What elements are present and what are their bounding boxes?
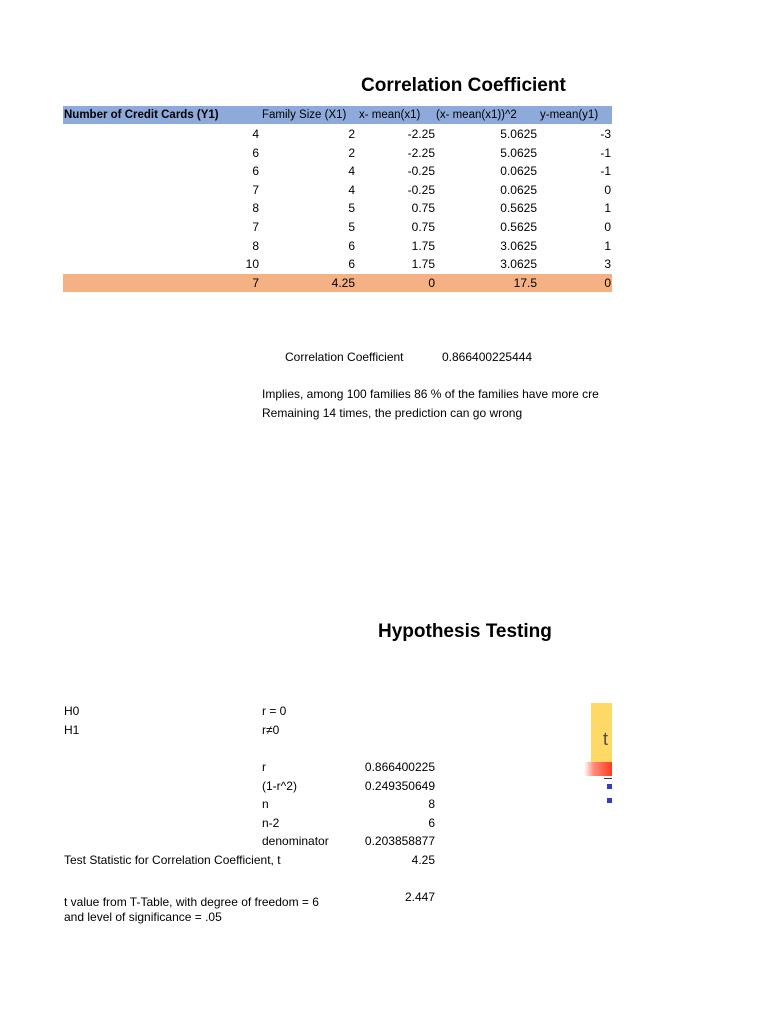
cell-y1: 6 bbox=[252, 145, 259, 160]
cell-y-minus-mean: -1 bbox=[600, 145, 611, 160]
stat-label: n bbox=[262, 797, 269, 812]
cell-y-minus-mean: -3 bbox=[600, 127, 611, 141]
cell-y1: 7 bbox=[252, 182, 259, 197]
table-header-row bbox=[63, 106, 612, 124]
test-stat-value: 4.25 bbox=[411, 853, 435, 867]
embedded-image-blue-square-1 bbox=[607, 784, 612, 789]
corr-coef-value: 0.866400225444 bbox=[442, 350, 533, 364]
stat-value: 0.249350649 bbox=[364, 778, 435, 793]
cell-x-minus-mean-sq: 5.0625 bbox=[500, 145, 537, 160]
cell-y1: 7 bbox=[252, 220, 259, 234]
total-y1: 7 bbox=[252, 276, 259, 290]
cell-x-minus-mean: 1.75 bbox=[411, 238, 435, 253]
total-y-minus-mean: 0 bbox=[604, 276, 611, 290]
h1-value: r≠0 bbox=[262, 723, 280, 737]
note-line-1-clip bbox=[63, 387, 612, 403]
table-row bbox=[63, 199, 612, 217]
embedded-image-line bbox=[604, 778, 612, 779]
cell-y-minus-mean: 0 bbox=[604, 182, 611, 197]
cell-x-minus-mean: -2.25 bbox=[407, 145, 435, 160]
note-line-2: Remaining 14 times, the prediction can go wrong bbox=[262, 406, 523, 420]
stat-label: r bbox=[262, 760, 266, 774]
total-x-minus-mean-sq: 17.5 bbox=[513, 276, 537, 290]
cell-x1: 6 bbox=[348, 257, 355, 272]
ttable-value: 2.447 bbox=[404, 890, 435, 904]
cell-y-minus-mean: -1 bbox=[600, 164, 611, 179]
cell-x-minus-mean: -2.25 bbox=[407, 127, 435, 141]
stat-value: 0.203858877 bbox=[364, 834, 435, 849]
cell-y-minus-mean: 3 bbox=[604, 257, 611, 272]
cell-x1: 2 bbox=[348, 127, 355, 141]
table-row bbox=[63, 237, 612, 255]
cell-x-minus-mean: 0.75 bbox=[411, 201, 435, 216]
stat-label: denominator bbox=[262, 834, 329, 849]
table-row bbox=[63, 218, 612, 236]
ttable-label-line2: and level of significance = .05 bbox=[64, 910, 222, 924]
cell-y-minus-mean: 1 bbox=[604, 238, 611, 253]
table-row bbox=[63, 181, 612, 199]
header-x-minus-mean-sq: (x- mean(x1))^2 bbox=[436, 109, 517, 121]
cell-y1: 6 bbox=[252, 164, 259, 179]
cell-x-minus-mean: -0.25 bbox=[407, 182, 435, 197]
cell-x-minus-mean-sq: 0.5625 bbox=[500, 201, 537, 216]
cell-x-minus-mean-sq: 0.0625 bbox=[500, 182, 537, 197]
cell-x-minus-mean: -0.25 bbox=[407, 164, 435, 179]
cell-x1: 4 bbox=[348, 164, 355, 179]
stat-label: n-2 bbox=[262, 815, 280, 830]
header-y1: Number of Credit Cards (Y1) bbox=[64, 109, 219, 121]
cell-x-minus-mean-sq: 0.5625 bbox=[500, 220, 537, 234]
embedded-image-red-bar bbox=[584, 762, 612, 776]
h0-value: r = 0 bbox=[262, 704, 287, 718]
ttable-label-line1: t value from T-Table, with degree of freedom = 6 bbox=[64, 895, 319, 909]
stat-value: 0.866400225 bbox=[364, 760, 435, 774]
cell-x1: 2 bbox=[348, 145, 355, 160]
corr-coef-label: Correlation Coefficient bbox=[285, 350, 404, 364]
embedded-image-fragment bbox=[591, 703, 612, 763]
table-row bbox=[63, 255, 612, 273]
cell-x-minus-mean-sq: 0.0625 bbox=[500, 164, 537, 179]
h0-label: H0 bbox=[64, 704, 80, 718]
correlation-title: Correlation Coefficient bbox=[361, 75, 566, 96]
cell-y1: 10 bbox=[245, 257, 259, 272]
hypothesis-title: Hypothesis Testing bbox=[378, 621, 552, 642]
note-line-1: Implies, among 100 families 86 % of the families have more cre bbox=[262, 387, 599, 401]
cell-y1: 4 bbox=[252, 127, 259, 141]
cell-y1: 8 bbox=[252, 201, 259, 216]
test-stat-label: Test Statistic for Correlation Coefficient, t bbox=[64, 853, 281, 867]
stat-value: 6 bbox=[428, 815, 435, 830]
stat-label: (1-r^2) bbox=[262, 778, 297, 793]
table-row bbox=[63, 125, 612, 143]
header-x-minus-mean: x- mean(x1) bbox=[359, 109, 421, 121]
cell-x1: 5 bbox=[348, 220, 355, 234]
cell-x1: 6 bbox=[348, 238, 355, 253]
cell-x-minus-mean: 0.75 bbox=[411, 220, 435, 234]
table-row bbox=[63, 162, 612, 180]
cell-x1: 4 bbox=[348, 182, 355, 197]
cell-x-minus-mean-sq: 3.0625 bbox=[500, 238, 537, 253]
h1-label: H1 bbox=[64, 723, 80, 737]
totals-row bbox=[63, 274, 612, 292]
total-x1: 4.25 bbox=[331, 276, 355, 290]
table-row bbox=[63, 144, 612, 162]
total-x-minus-mean: 0 bbox=[428, 276, 435, 290]
cell-y1: 8 bbox=[252, 238, 259, 253]
cell-x1: 5 bbox=[348, 201, 355, 216]
cell-x-minus-mean-sq: 3.0625 bbox=[500, 257, 537, 272]
cell-x-minus-mean-sq: 5.0625 bbox=[500, 127, 537, 141]
embedded-image-letter: t bbox=[603, 729, 609, 749]
cell-y-minus-mean: 0 bbox=[604, 220, 611, 234]
cell-y-minus-mean: 1 bbox=[604, 201, 611, 216]
cell-x-minus-mean: 1.75 bbox=[411, 257, 435, 272]
embedded-image-blue-square-2 bbox=[607, 798, 612, 803]
stat-value: 8 bbox=[428, 797, 435, 812]
header-x1: Family Size (X1) bbox=[262, 109, 347, 121]
header-y-minus-mean: y-mean(y1) bbox=[540, 109, 599, 121]
